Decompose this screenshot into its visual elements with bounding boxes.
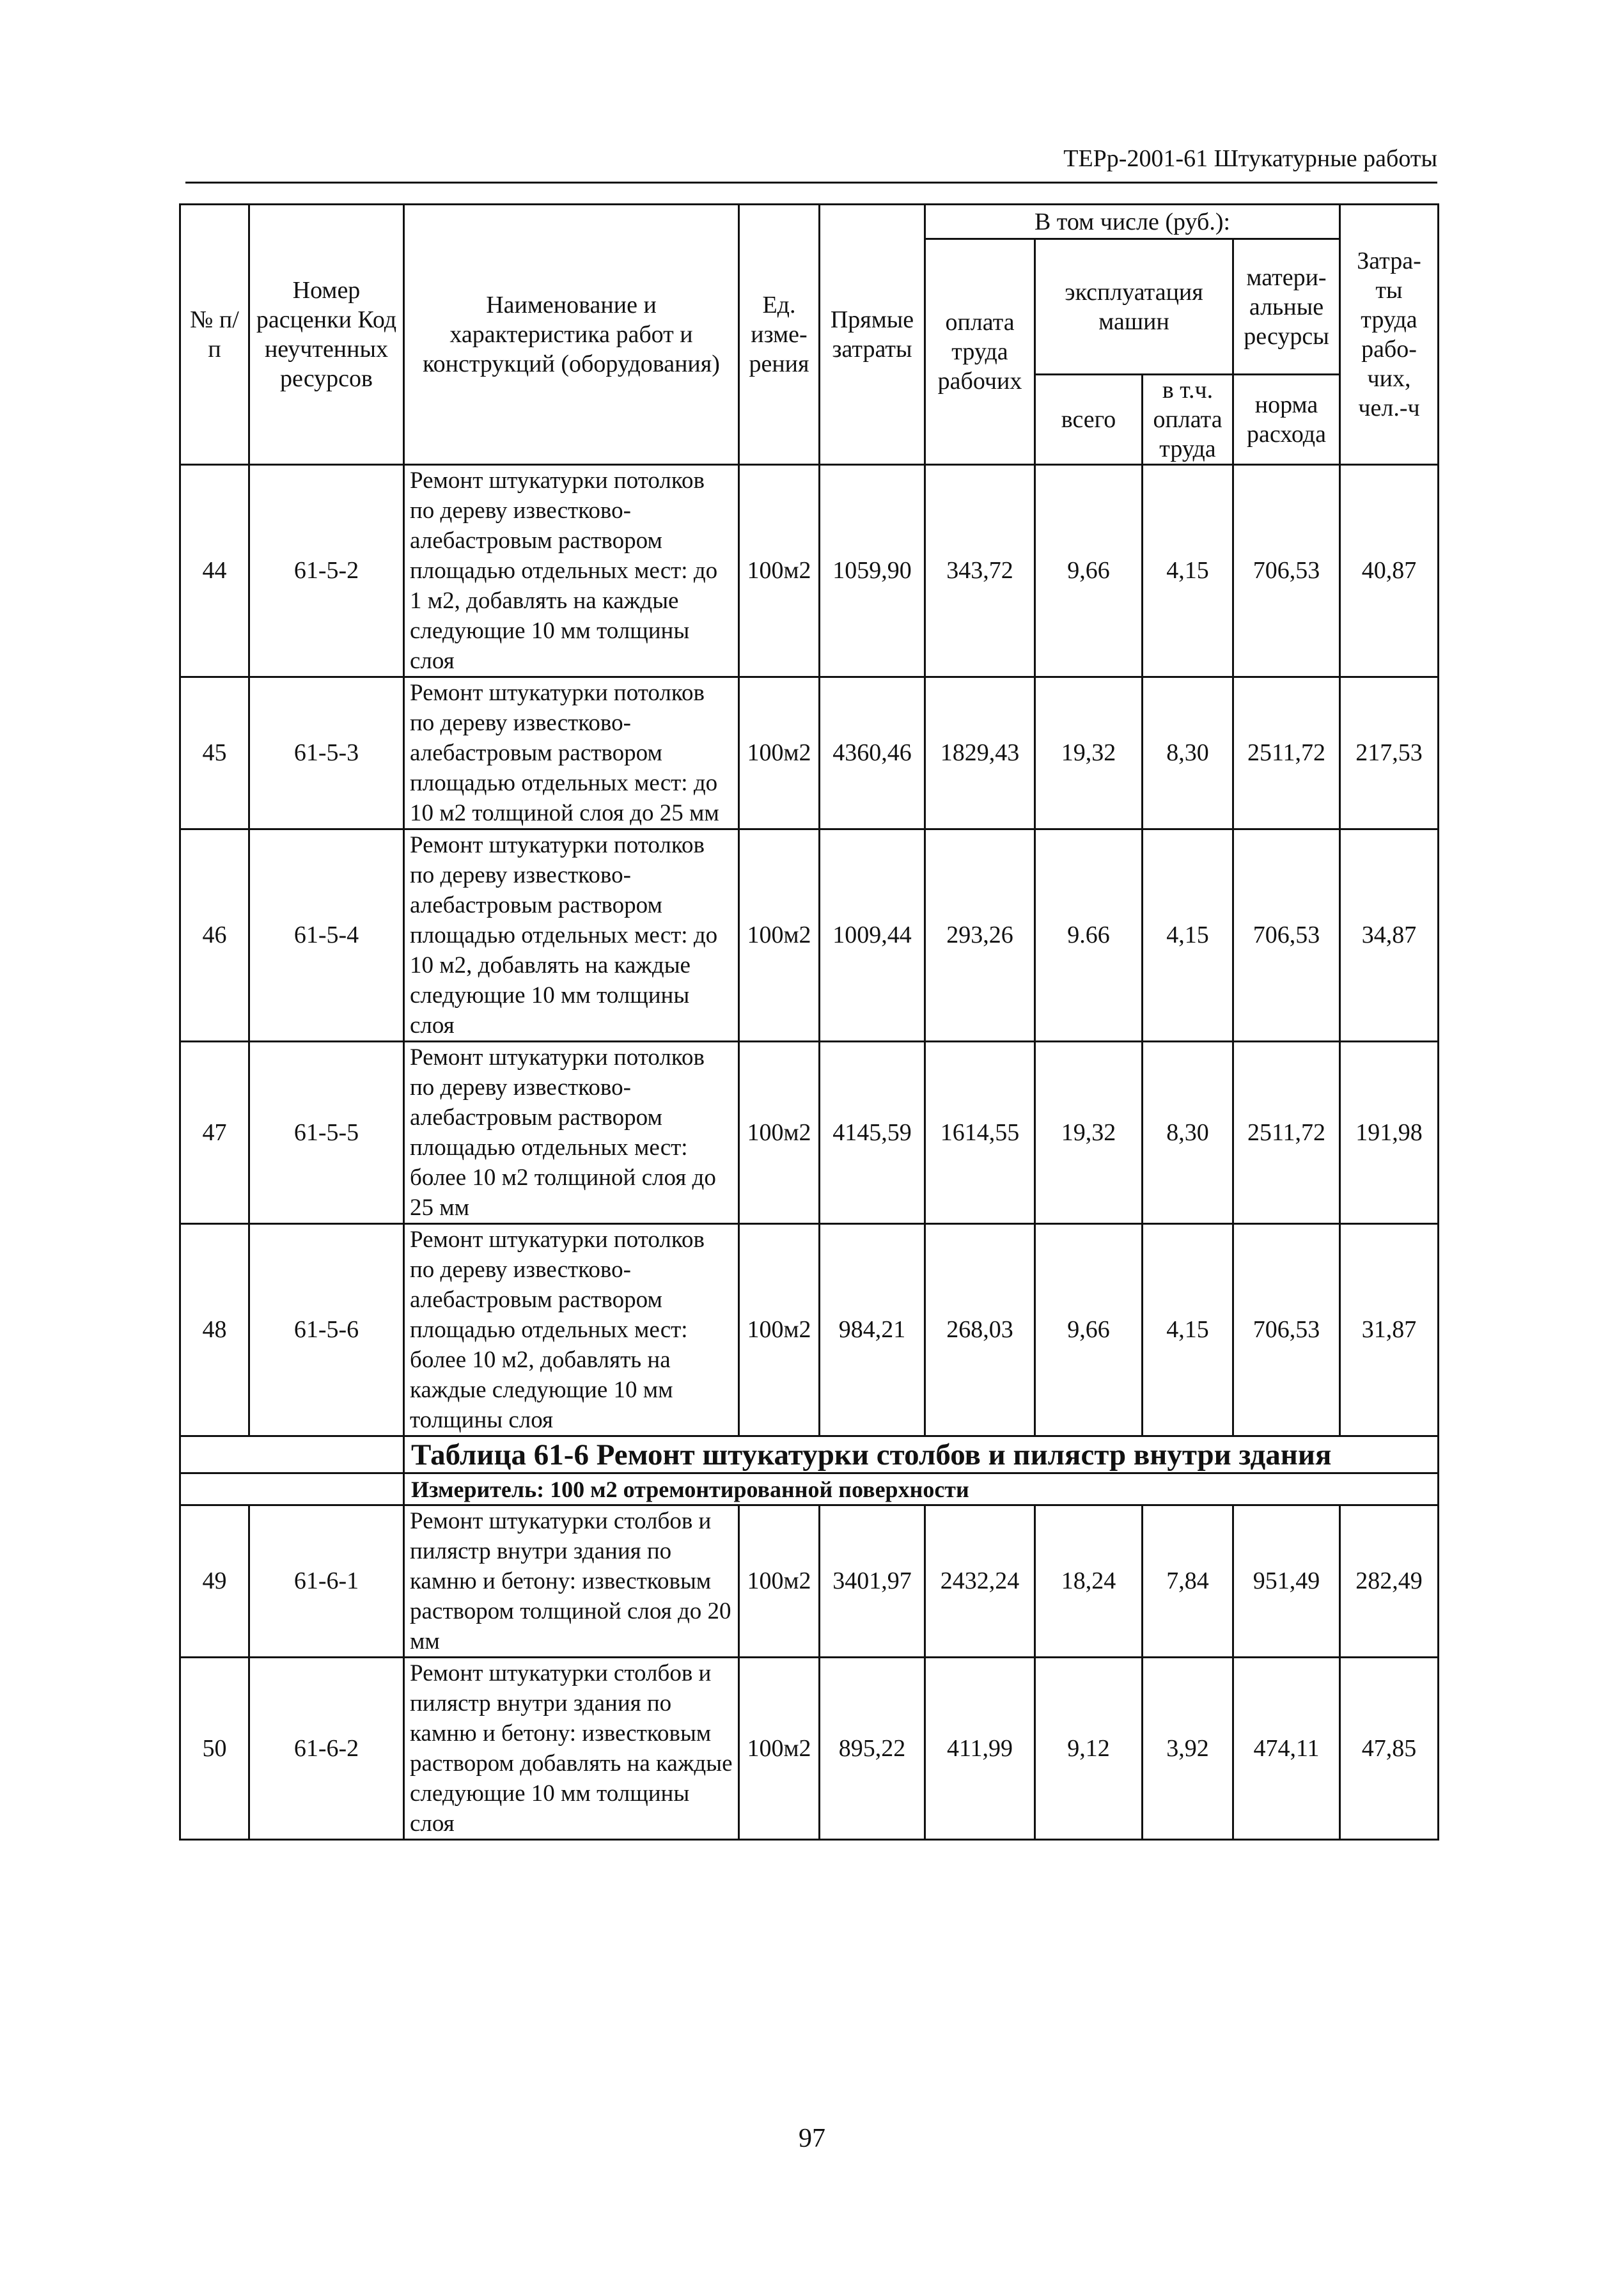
row-num: 49 bbox=[180, 1505, 249, 1658]
row-machines-wages: 4,15 bbox=[1143, 829, 1233, 1042]
row-materials: 706,53 bbox=[1233, 829, 1340, 1042]
row-materials: 2511,72 bbox=[1233, 1042, 1340, 1224]
row-num: 44 bbox=[180, 465, 249, 677]
row-labor: 191,98 bbox=[1340, 1042, 1439, 1224]
row-machines-total: 9,66 bbox=[1035, 465, 1143, 677]
row-labor: 40,87 bbox=[1340, 465, 1439, 677]
rates-table bbox=[179, 203, 1439, 1841]
table-row bbox=[180, 1658, 1439, 1840]
row-wages: 1614,55 bbox=[925, 1042, 1035, 1224]
row-machines-wages: 8,30 bbox=[1143, 677, 1233, 829]
row-wages: 268,03 bbox=[925, 1224, 1035, 1436]
row-direct-cost: 895,22 bbox=[820, 1658, 925, 1840]
row-unit: 100м2 bbox=[739, 1224, 820, 1436]
page-number: 97 bbox=[799, 2124, 825, 2153]
row-code: 61-6-1 bbox=[249, 1505, 404, 1658]
header-rule bbox=[185, 182, 1437, 184]
row-materials: 706,53 bbox=[1233, 1224, 1340, 1436]
table-row bbox=[180, 465, 1439, 677]
row-wages: 1829,43 bbox=[925, 677, 1035, 829]
row-direct-cost: 3401,97 bbox=[820, 1505, 925, 1658]
col-header-wages: оплата труда рабочих bbox=[925, 239, 1035, 465]
row-machines-total: 18,24 bbox=[1035, 1505, 1143, 1658]
row-num: 47 bbox=[180, 1042, 249, 1224]
row-machines-total: 19,32 bbox=[1035, 677, 1143, 829]
row-unit: 100м2 bbox=[739, 677, 820, 829]
row-code: 61-5-6 bbox=[249, 1224, 404, 1436]
row-code: 61-5-3 bbox=[249, 677, 404, 829]
row-unit: 100м2 bbox=[739, 1658, 820, 1840]
row-labor: 47,85 bbox=[1340, 1658, 1439, 1840]
row-code: 61-5-5 bbox=[249, 1042, 404, 1224]
col-header-including: В том числе (руб.): bbox=[925, 205, 1340, 239]
row-code: 61-5-2 bbox=[249, 465, 404, 677]
table-row bbox=[180, 1505, 1439, 1658]
section-measure: Измеритель: 100 м2 отремонтированной поверхности bbox=[404, 1473, 1439, 1505]
section-title: Таблица 61-6 Ремонт штукатурки столбов и пилястр внутри здания bbox=[404, 1436, 1439, 1473]
row-machines-total: 9,12 bbox=[1035, 1658, 1143, 1840]
col-header-num: № п/п bbox=[180, 205, 249, 465]
row-code: 61-6-2 bbox=[249, 1658, 404, 1840]
row-machines-wages: 4,15 bbox=[1143, 465, 1233, 677]
row-wages: 293,26 bbox=[925, 829, 1035, 1042]
row-machines-wages: 8,30 bbox=[1143, 1042, 1233, 1224]
row-materials: 951,49 bbox=[1233, 1505, 1340, 1658]
row-machines-wages: 3,92 bbox=[1143, 1658, 1233, 1840]
row-num: 50 bbox=[180, 1658, 249, 1840]
col-header-name: Наименование и характеристика работ и конструкций (оборудования) bbox=[404, 205, 739, 465]
row-unit: 100м2 bbox=[739, 829, 820, 1042]
row-labor: 31,87 bbox=[1340, 1224, 1439, 1436]
row-direct-cost: 1009,44 bbox=[820, 829, 925, 1042]
row-machines-total: 9,66 bbox=[1035, 1224, 1143, 1436]
table-row bbox=[180, 1224, 1439, 1436]
col-header-machines: эксплуатация машин bbox=[1035, 239, 1233, 375]
col-header-direct: Прямые затраты bbox=[820, 205, 925, 465]
row-materials: 2511,72 bbox=[1233, 677, 1340, 829]
row-name: Ремонт штукатурки потолков по дереву известково-алебастровым раствором площадью отдельных мест: до 10 м2, добавлять на каждые следующие 10 мм толщины слоя bbox=[404, 829, 739, 1042]
row-direct-cost: 4145,59 bbox=[820, 1042, 925, 1224]
row-direct-cost: 984,21 bbox=[820, 1224, 925, 1436]
row-name: Ремонт штукатурки столбов и пилястр внутри здания по камню и бетону: известковым раствором добавлять на каждые следующие 10 мм толщины слоя bbox=[404, 1658, 739, 1840]
table-row bbox=[180, 1042, 1439, 1224]
row-unit: 100м2 bbox=[739, 1042, 820, 1224]
section-title-spacer bbox=[180, 1436, 404, 1473]
row-machines-wages: 7,84 bbox=[1143, 1505, 1233, 1658]
row-labor: 282,49 bbox=[1340, 1505, 1439, 1658]
row-wages: 411,99 bbox=[925, 1658, 1035, 1840]
row-name: Ремонт штукатурки потолков по дереву известково-алебастровым раствором площадью отдельных мест: более 10 м2, добавлять на каждые следующие 10 мм толщины слоя bbox=[404, 1224, 739, 1436]
row-machines-wages: 4,15 bbox=[1143, 1224, 1233, 1436]
row-direct-cost: 1059,90 bbox=[820, 465, 925, 677]
row-machines-total: 9.66 bbox=[1035, 829, 1143, 1042]
row-num: 46 bbox=[180, 829, 249, 1042]
row-name: Ремонт штукатурки потолков по дереву известково-алебастровым раствором площадью отдельных мест: до 1 м2, добавлять на каждые следующие 10 мм толщины слоя bbox=[404, 465, 739, 677]
section-measure-spacer bbox=[180, 1473, 404, 1505]
table-row bbox=[180, 829, 1439, 1042]
row-name: Ремонт штукатурки потолков по дереву известково-алебастровым раствором площадью отдельных мест: более 10 м2 толщиной слоя до 25 мм bbox=[404, 1042, 739, 1224]
row-name: Ремонт штукатурки потолков по дереву известково-алебастровым раствором площадью отдельных мест: до 10 м2 толщиной слоя до 25 мм bbox=[404, 677, 739, 829]
row-unit: 100м2 bbox=[739, 1505, 820, 1658]
col-header-labor: Затра-ты труда рабо-чих, чел.-ч bbox=[1340, 205, 1439, 465]
row-num: 45 bbox=[180, 677, 249, 829]
col-header-unit: Ед. изме-рения bbox=[739, 205, 820, 465]
col-header-materials: матери-альные ресурсы bbox=[1233, 239, 1340, 375]
row-labor: 217,53 bbox=[1340, 677, 1439, 829]
col-header-materials-norm: норма расхода bbox=[1233, 375, 1340, 465]
col-header-machines-total: всего bbox=[1035, 375, 1143, 465]
col-header-code: Номер расценки Код неучтенных ресурсов bbox=[249, 205, 404, 465]
row-materials: 706,53 bbox=[1233, 465, 1340, 677]
row-wages: 2432,24 bbox=[925, 1505, 1035, 1658]
row-labor: 34,87 bbox=[1340, 829, 1439, 1042]
row-machines-total: 19,32 bbox=[1035, 1042, 1143, 1224]
row-unit: 100м2 bbox=[739, 465, 820, 677]
col-header-machines-wages: в т.ч. оплата труда bbox=[1143, 375, 1233, 465]
row-name: Ремонт штукатурки столбов и пилястр внутри здания по камню и бетону: известковым раствором толщиной слоя до 20 мм bbox=[404, 1505, 739, 1658]
running-header: ТЕРр-2001-61 Штукатурные работы bbox=[1063, 145, 1437, 172]
row-code: 61-5-4 bbox=[249, 829, 404, 1042]
table-row bbox=[180, 677, 1439, 829]
row-wages: 343,72 bbox=[925, 465, 1035, 677]
row-materials: 474,11 bbox=[1233, 1658, 1340, 1840]
row-direct-cost: 4360,46 bbox=[820, 677, 925, 829]
row-num: 48 bbox=[180, 1224, 249, 1436]
